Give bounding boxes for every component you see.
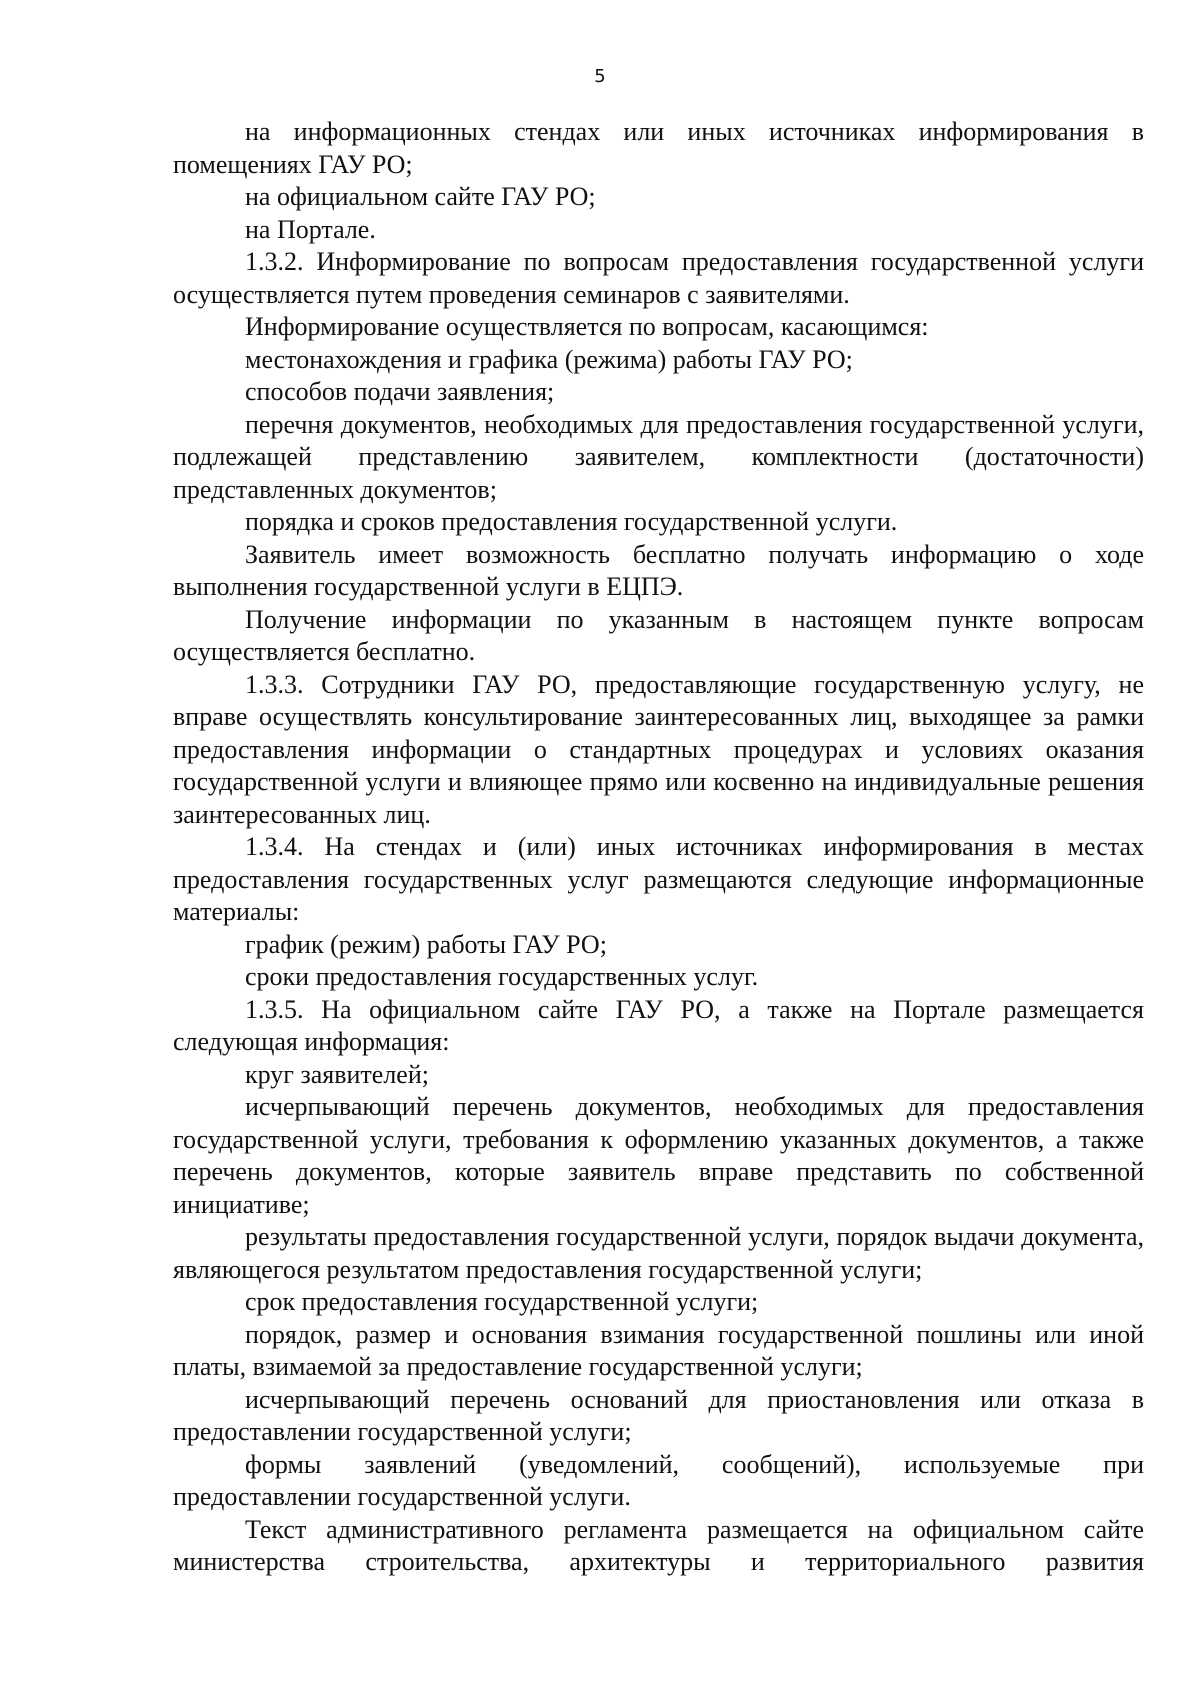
paragraph-regulation-text: Текст административного регламента размещается на официальном сайте министерства строительства, архитектуры и территориального развития	[173, 1514, 1144, 1576]
list-item-results: результаты предоставления государственной услуги, порядок выдачи документа, являющегося результатом предоставления государственной услуги;	[173, 1222, 1144, 1284]
list-item-forms: формы заявлений (уведомлений, сообщений), используемые при предоставлении государственной услуги.	[173, 1449, 1144, 1511]
list-item-procedure: порядка и сроков предоставления государственной услуги.	[245, 507, 898, 536]
paragraph-official-site: на официальном сайте ГАУ РО;	[245, 182, 596, 211]
paragraph-1-3-3: 1.3.3. Сотрудники ГАУ РО, предоставляющие государственную услугу, не вправе осуществлять консультирование заинтересованных лиц, выходящее за рамки предоставления информации о стандартных процедурах и условиях оказания государственной услуги и влияющее прямо или косвенно на индивидуальные решения заинтересованных лиц.	[173, 669, 1144, 829]
list-item-schedule: график (режим) работы ГАУ РО;	[245, 929, 607, 959]
document-body	[173, 116, 1144, 1579]
list-item-term: срок предоставления государственной услуги;	[245, 1287, 759, 1316]
list-item-location: местонахождения и графика (режима) работы ГАУ РО;	[245, 344, 853, 374]
paragraph-free-info: Получение информации по указанным в настоящем пункте вопросам осуществляется бесплатно.	[173, 604, 1144, 666]
list-item-fees: порядок, размер и основания взимания государственной пошлины или иной платы, взимаемой за предоставление государственной услуги;	[173, 1319, 1144, 1381]
paragraph-1-3-4: 1.3.4. На стендах и (или) иных источниках информирования в местах предоставления государственных услуг размещаются следующие информационные материалы:	[173, 832, 1144, 926]
paragraph-info-topics: Информирование осуществляется по вопросам, касающимся:	[245, 312, 929, 341]
paragraph-applicant-info: Заявитель имеет возможность бесплатно получать информацию о ходе выполнения государственной услуги в ЕЦПЭ.	[173, 539, 1144, 601]
page-number: 5	[594, 66, 606, 87]
list-item-documents: перечня документов, необходимых для предоставления государственной услуги, подлежащей представлению заявителем, комплектности (достаточности) представленных документов;	[173, 409, 1144, 504]
paragraph-stands: на информационных стендах или иных источниках информирования в помещениях ГАУ РО;	[173, 117, 1144, 179]
list-item-deadlines: сроки предоставления государственных услуг.	[245, 962, 759, 991]
list-item-applicants: круг заявителей;	[245, 1059, 429, 1089]
list-item-submission: способов подачи заявления;	[245, 377, 555, 406]
paragraph-1-3-5: 1.3.5. На официальном сайте ГАУ РО, а также на Портале размещается следующая информация:	[173, 994, 1144, 1056]
list-item-document-list: исчерпывающий перечень документов, необходимых для предоставления государственной услуги, требования к оформлению указанных документов, а также перечень документов, которые заявитель вправе представить по собственной инициативе;	[173, 1092, 1144, 1219]
list-item-refusal-grounds: исчерпывающий перечень оснований для приостановления или отказа в предоставлении государственной услуги;	[173, 1384, 1144, 1446]
paragraph-1-3-2: 1.3.2. Информирование по вопросам предоставления государственной услуги осуществляется путем проведения семинаров с заявителями.	[173, 247, 1144, 309]
paragraph-portal: на Портале.	[245, 214, 376, 244]
